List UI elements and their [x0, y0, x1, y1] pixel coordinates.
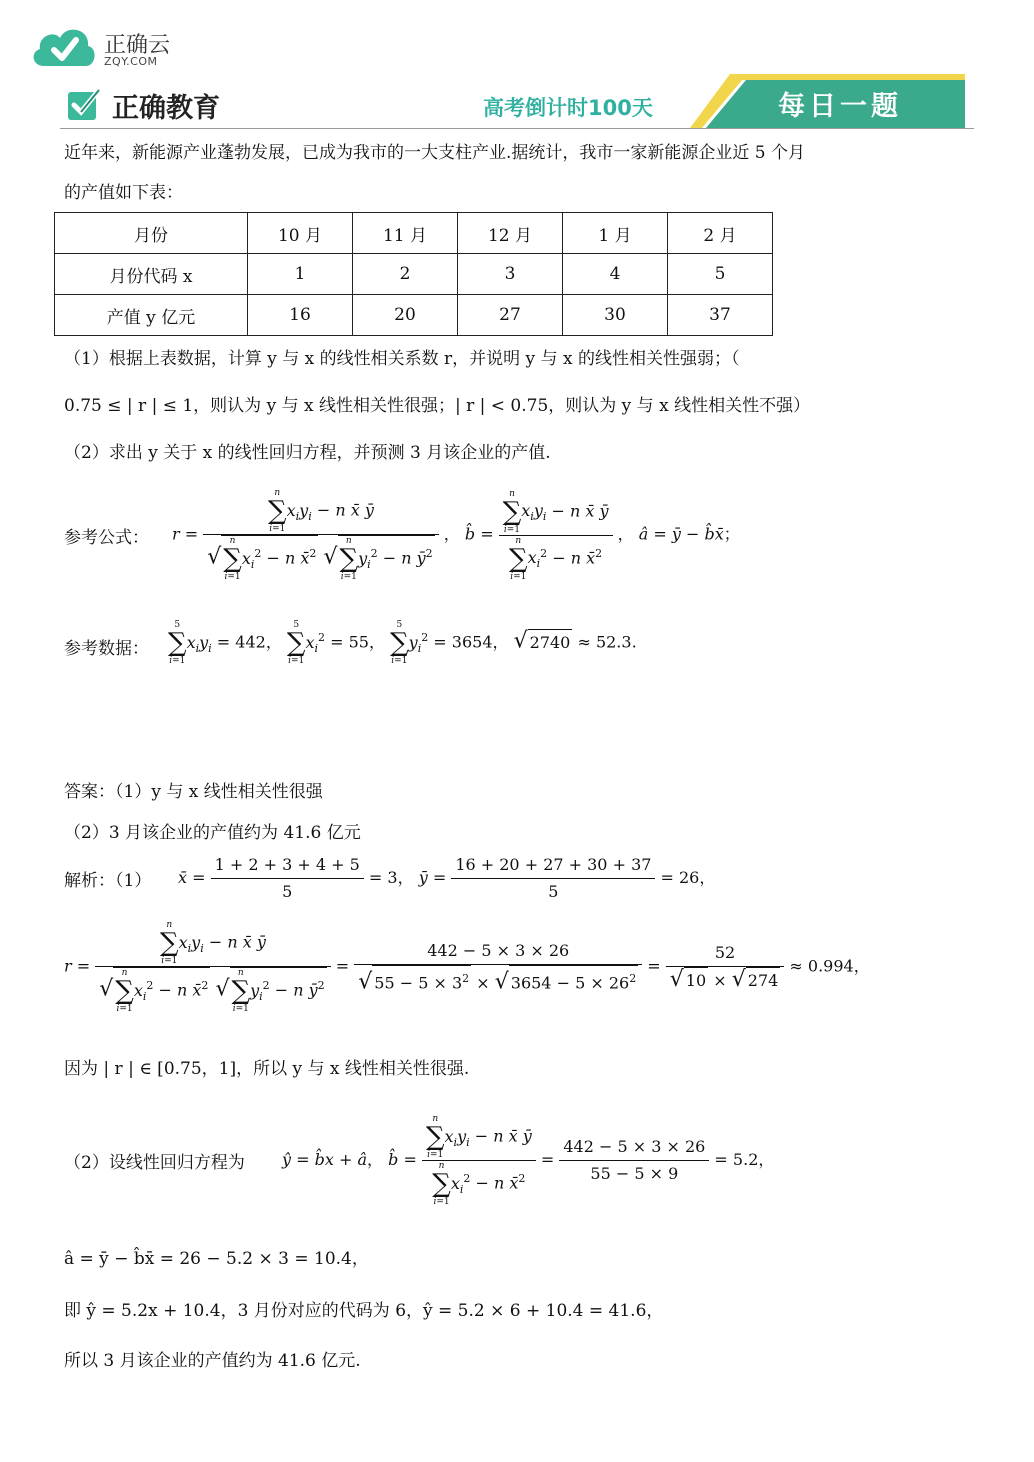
- ybar-numerator: 16 + 20 + 27 + 30 + 37: [455, 855, 652, 874]
- prediction-line: 即 ŷ = 5.2x + 10.4，3 月份对应的代码为 6，ŷ = 5.2 × 6 + 10.4 = 41.6，: [64, 1301, 664, 1321]
- xbar-denominator: 5: [211, 878, 364, 905]
- r-computation: r = n ∑ i=1 $x_iy_i - n$ x̄ ȳ √ n ∑ i=1 $x_i^2 - n$ x̄$^2$ √ n ∑ i=1 $y_i^2 - n$ $ȳ^2$ = $\frac{442 - 5 \times 3 \times 26}{√ 55 - 5 \times 3^2 \times √ 3654 - 5 \times 26^2}$ = $\frac{52}{√ 10 \times √ 274}$ ≈ 0.994，: [64, 920, 870, 1014]
- table-row: [55, 254, 773, 295]
- b-computation: ŷ = b̂x + â， b̂ = n ∑ i=1 $x_iy_i - n$ x̄ ȳ n ∑ i=1 $x_i^2 - n$ x̄$^2$ = $\frac{442 - 5 \times 3 \times 26}{55 - 5 \times 9}$ = 5.2，: [282, 1114, 775, 1207]
- analysis-label: 解析：（1）: [64, 871, 152, 891]
- r-numerator-simplified: 52: [714, 943, 736, 962]
- b-numerator: 442 − 5 × 3 × 26: [563, 1137, 706, 1156]
- table-cell: 3: [458, 254, 563, 295]
- table-cell: 1: [248, 254, 353, 295]
- ref-sum-y2: 3654: [451, 632, 493, 652]
- table-cell: 2: [353, 254, 458, 295]
- ref-approx: 52.3: [595, 632, 632, 652]
- part2-label: （2）设线性回归方程为: [64, 1153, 245, 1173]
- data-label: 参考数据：: [64, 639, 149, 659]
- table-header-cell: 月份代码 x: [55, 254, 248, 295]
- question-intro-line1: 近年来，新能源产业蓬勃发展，已成为我市的一大支柱产业.据统计，我市一家新能源企业近 5 个月: [64, 143, 806, 163]
- a-computation: â = ȳ − b̂x̄ = 26 − 5.2 × 3 = 10.4，: [64, 1249, 369, 1269]
- ref-sum-x2: 55: [348, 632, 369, 652]
- logo-text: 正确云: [104, 33, 171, 58]
- banner-title: 每日一题: [778, 91, 902, 122]
- header-divider: [60, 128, 974, 129]
- table-row: [55, 213, 773, 254]
- xbar-numerator: 1 + 2 + 3 + 4 + 5: [214, 855, 360, 874]
- brand-name: 正确教育: [112, 93, 220, 124]
- final-conclusion: 所以 3 月该企业的产值约为 41.6 亿元.: [64, 1351, 361, 1371]
- table-cell: 2 月: [668, 213, 773, 254]
- cloud-logo-icon: [30, 22, 98, 72]
- b-value: 5.2: [732, 1150, 759, 1169]
- table-cell: 11 月: [353, 213, 458, 254]
- logo-subtext: ZQY.COM: [104, 55, 158, 68]
- table-cell: 1 月: [563, 213, 668, 254]
- check-logo-icon: [66, 86, 102, 122]
- ybar-value: 26: [679, 868, 700, 887]
- reference-data: 5 ∑ i=1 $x_iy_i = 442$， 5 ∑ i=1 $x_i^2 = 55$， 5 ∑ i=1 $y_i^2 = 3654$， √ 2740 ≈ 52.3.: [168, 620, 637, 666]
- r-numerator: 442 − 5 × 3 × 26: [427, 940, 570, 960]
- means-formula: x̄ = $\frac{1 + 2 + 3 + 4 + 5}{5}$ = 3， ȳ = $\frac{16 + 20 + 27 + 30 + 37}{5}$ = 26，: [178, 852, 715, 905]
- reference-formula: r = n ∑ i=1 $x_iy_i - n$ x̄ ȳ √ n ∑ i=1 $x_i^2 - n$ x̄$^2$ √ n ∑ i=1 $y_i^2 - n$ $ȳ^2$ ， b̂ = n ∑ i=1 $x_iy_i - n$ x̄ ȳ n ∑ i=1 $x_i^2 - n$ x̄$^2$ ， â = ȳ − b̂x̄；: [172, 488, 740, 582]
- table-cell: 16: [248, 295, 353, 336]
- question-part1-a: （1）根据上表数据，计算 y 与 x 的线性相关系数 r，并说明 y 与 x 的线性相关性强弱；（: [64, 349, 740, 369]
- table-cell: 27: [458, 295, 563, 336]
- r-value: 0.994: [807, 956, 854, 976]
- r-fraction: n ∑ i=1 $x_iy_i - n$ x̄ ȳ √ n ∑ i=1 $x_i^2 - n$ x̄$^2$ √ n ∑ i=1 $y_i^2 - n$ $ȳ^2$: [203, 488, 438, 582]
- question-part1-b: 0.75 ≤ | r | ≤ 1，则认为 y 与 x 线性相关性很强；| r | < 0.75，则认为 y 与 x 线性相关性不强）: [64, 396, 811, 416]
- answer-line1: 答案：（1）y 与 x 线性相关性很强: [64, 782, 323, 802]
- b-denominator: 55 − 5 × 9: [559, 1160, 709, 1187]
- question-intro-line2: 的产值如下表：: [64, 183, 183, 203]
- table-header-cell: 月份: [55, 213, 248, 254]
- table-cell: 20: [353, 295, 458, 336]
- b-fraction: n ∑ i=1 $x_iy_i - n$ x̄ ȳ n ∑ i=1 $x_i^2 - n$ x̄$^2$: [499, 489, 613, 582]
- countdown-text: 高考倒计时100天: [483, 96, 653, 120]
- table-cell: 4: [563, 254, 668, 295]
- table-cell: 5: [668, 254, 773, 295]
- table-cell: 37: [668, 295, 773, 336]
- table-cell: 10 月: [248, 213, 353, 254]
- question-part2: （2）求出 y 关于 x 的线性回归方程，并预测 3 月该企业的产值.: [64, 443, 551, 463]
- table-cell: 30: [563, 295, 668, 336]
- answer-line2: （2）3 月该企业的产值约为 41.6 亿元: [64, 823, 361, 843]
- ref-sqrt: 2740: [528, 629, 573, 656]
- ref-sum-xy: 442: [235, 632, 266, 652]
- table-row: [55, 295, 773, 336]
- formula-label: 参考公式：: [64, 528, 149, 548]
- ybar-denominator: 5: [451, 878, 655, 905]
- r-conclusion: 因为 | r | ∈ [0.75，1]，所以 y 与 x 线性相关性很强.: [64, 1059, 470, 1079]
- table-header-cell: 产值 y 亿元: [55, 295, 248, 336]
- data-table: [54, 212, 773, 336]
- xbar-value: 3: [387, 868, 398, 887]
- table-cell: 12 月: [458, 213, 563, 254]
